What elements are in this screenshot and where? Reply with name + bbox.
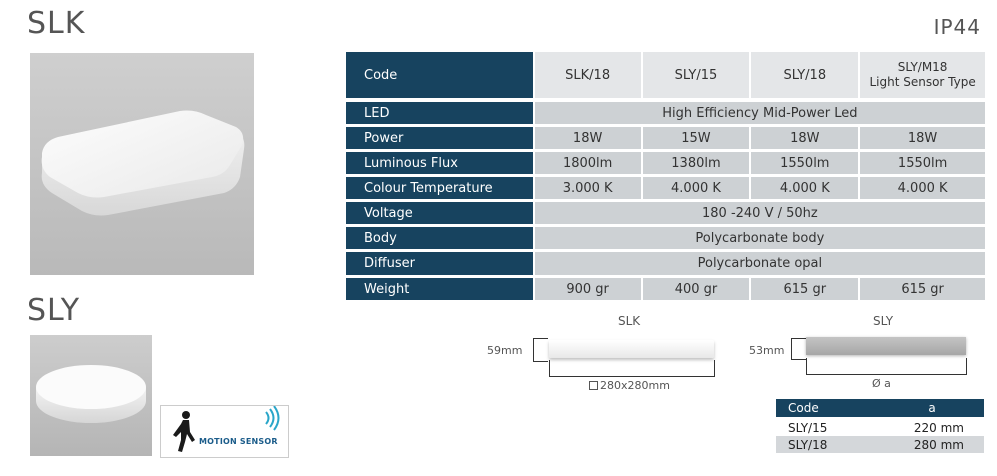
row-label-voltage: Voltage — [346, 202, 533, 224]
col-slk18: SLK/18 — [535, 52, 641, 98]
cell-weight-sly15: 400 gr — [643, 278, 750, 300]
spec-row-colour — [346, 177, 985, 199]
row-value-body: Polycarbonate body — [535, 227, 985, 249]
spec-header-row — [346, 52, 985, 98]
row-label-weight: Weight — [346, 278, 533, 300]
size-a-sly15: 220 mm — [913, 420, 964, 435]
sly-side-profile — [806, 337, 966, 355]
slk-width-bracket — [549, 360, 715, 377]
row-label-colour: Colour Temperature — [346, 177, 533, 199]
row-value-voltage: 180 -240 V / 50hz — [535, 202, 985, 224]
slk-height-bracket — [533, 338, 548, 362]
cell-flux-slk18: 1800lm — [535, 152, 641, 174]
cell-weight-slk18: 900 gr — [535, 278, 641, 300]
cell-weight-slym18: 615 gr — [860, 278, 985, 300]
dim-diameter-sly: Ø a — [872, 377, 891, 390]
dim-width-slk-group — [589, 379, 670, 392]
spec-row-weight — [346, 278, 985, 300]
spec-header-label: Code — [346, 52, 533, 98]
row-label-diffuser: Diffuser — [346, 252, 533, 275]
size-table-row — [776, 436, 984, 453]
col-sly15: SLY/15 — [643, 52, 750, 98]
row-label-body: Body — [346, 227, 533, 249]
size-table-row — [776, 419, 984, 436]
col-sly18: SLY/18 — [751, 52, 858, 98]
product-title-sly: SLY — [27, 293, 81, 328]
dim-height-slk: 59mm — [487, 344, 523, 357]
size-table-head-a: a — [928, 401, 936, 415]
size-code-sly18: SLY/18 — [788, 437, 828, 452]
size-table-head-code: Code — [788, 401, 819, 415]
spec-row-led — [346, 102, 985, 124]
cell-power-slym18: 18W — [860, 127, 985, 149]
cell-colour-sly18: 4.000 K — [751, 177, 858, 199]
sly-product-photo — [30, 335, 152, 456]
cell-colour-slym18: 4.000 K — [860, 177, 985, 199]
row-label-power: Power — [346, 127, 533, 149]
sly-size-table — [776, 399, 984, 453]
cell-power-sly18: 18W — [751, 127, 858, 149]
size-table-header — [776, 399, 984, 417]
cell-flux-sly18: 1550lm — [751, 152, 858, 174]
motion-sensor-icon — [161, 406, 288, 457]
cell-colour-sly15: 4.000 K — [643, 177, 750, 199]
slk-lamp-image — [30, 53, 254, 275]
row-value-led: High Efficiency Mid-Power Led — [535, 102, 985, 124]
cell-flux-slym18: 1550lm — [860, 152, 985, 174]
spec-row-flux — [346, 152, 985, 174]
dim-title-slk: SLK — [618, 314, 641, 328]
col-slym18-type: Light Sensor Type — [869, 75, 976, 89]
spec-table — [346, 52, 985, 300]
product-title-slk: SLK — [27, 6, 86, 41]
dim-height-sly: 53mm — [749, 344, 785, 357]
dim-width-slk: 280x280mm — [600, 379, 670, 392]
slk-product-photo — [30, 53, 254, 275]
cell-flux-sly15: 1380lm — [643, 152, 750, 174]
row-value-diffuser: Polycarbonate opal — [535, 252, 985, 275]
slk-side-profile — [549, 340, 714, 358]
dim-title-sly: SLY — [873, 314, 894, 328]
spec-row-voltage — [346, 202, 985, 224]
size-code-sly15: SLY/15 — [788, 420, 828, 435]
col-slym18-code: SLY/M18 — [897, 60, 948, 74]
motion-sensor-badge — [160, 405, 289, 458]
sly-lamp-image — [30, 335, 152, 456]
spec-row-diffuser — [346, 252, 985, 275]
col-slym18 — [860, 52, 985, 98]
ip-rating: IP44 — [933, 15, 981, 39]
size-a-sly18: 280 mm — [913, 437, 964, 452]
row-label-flux: Luminous Flux — [346, 152, 533, 174]
spec-row-power — [346, 127, 985, 149]
motion-sensor-label: MOTION SENSOR — [199, 437, 278, 446]
cell-colour-slk18: 3.000 K — [535, 177, 641, 199]
sly-height-bracket — [791, 338, 806, 360]
row-label-led: LED — [346, 102, 533, 124]
cell-power-slk18: 18W — [535, 127, 641, 149]
spec-row-body — [346, 227, 985, 249]
cell-weight-sly18: 615 gr — [751, 278, 858, 300]
sly-width-bracket — [806, 358, 967, 375]
cell-power-sly15: 15W — [643, 127, 750, 149]
square-icon — [589, 381, 598, 390]
